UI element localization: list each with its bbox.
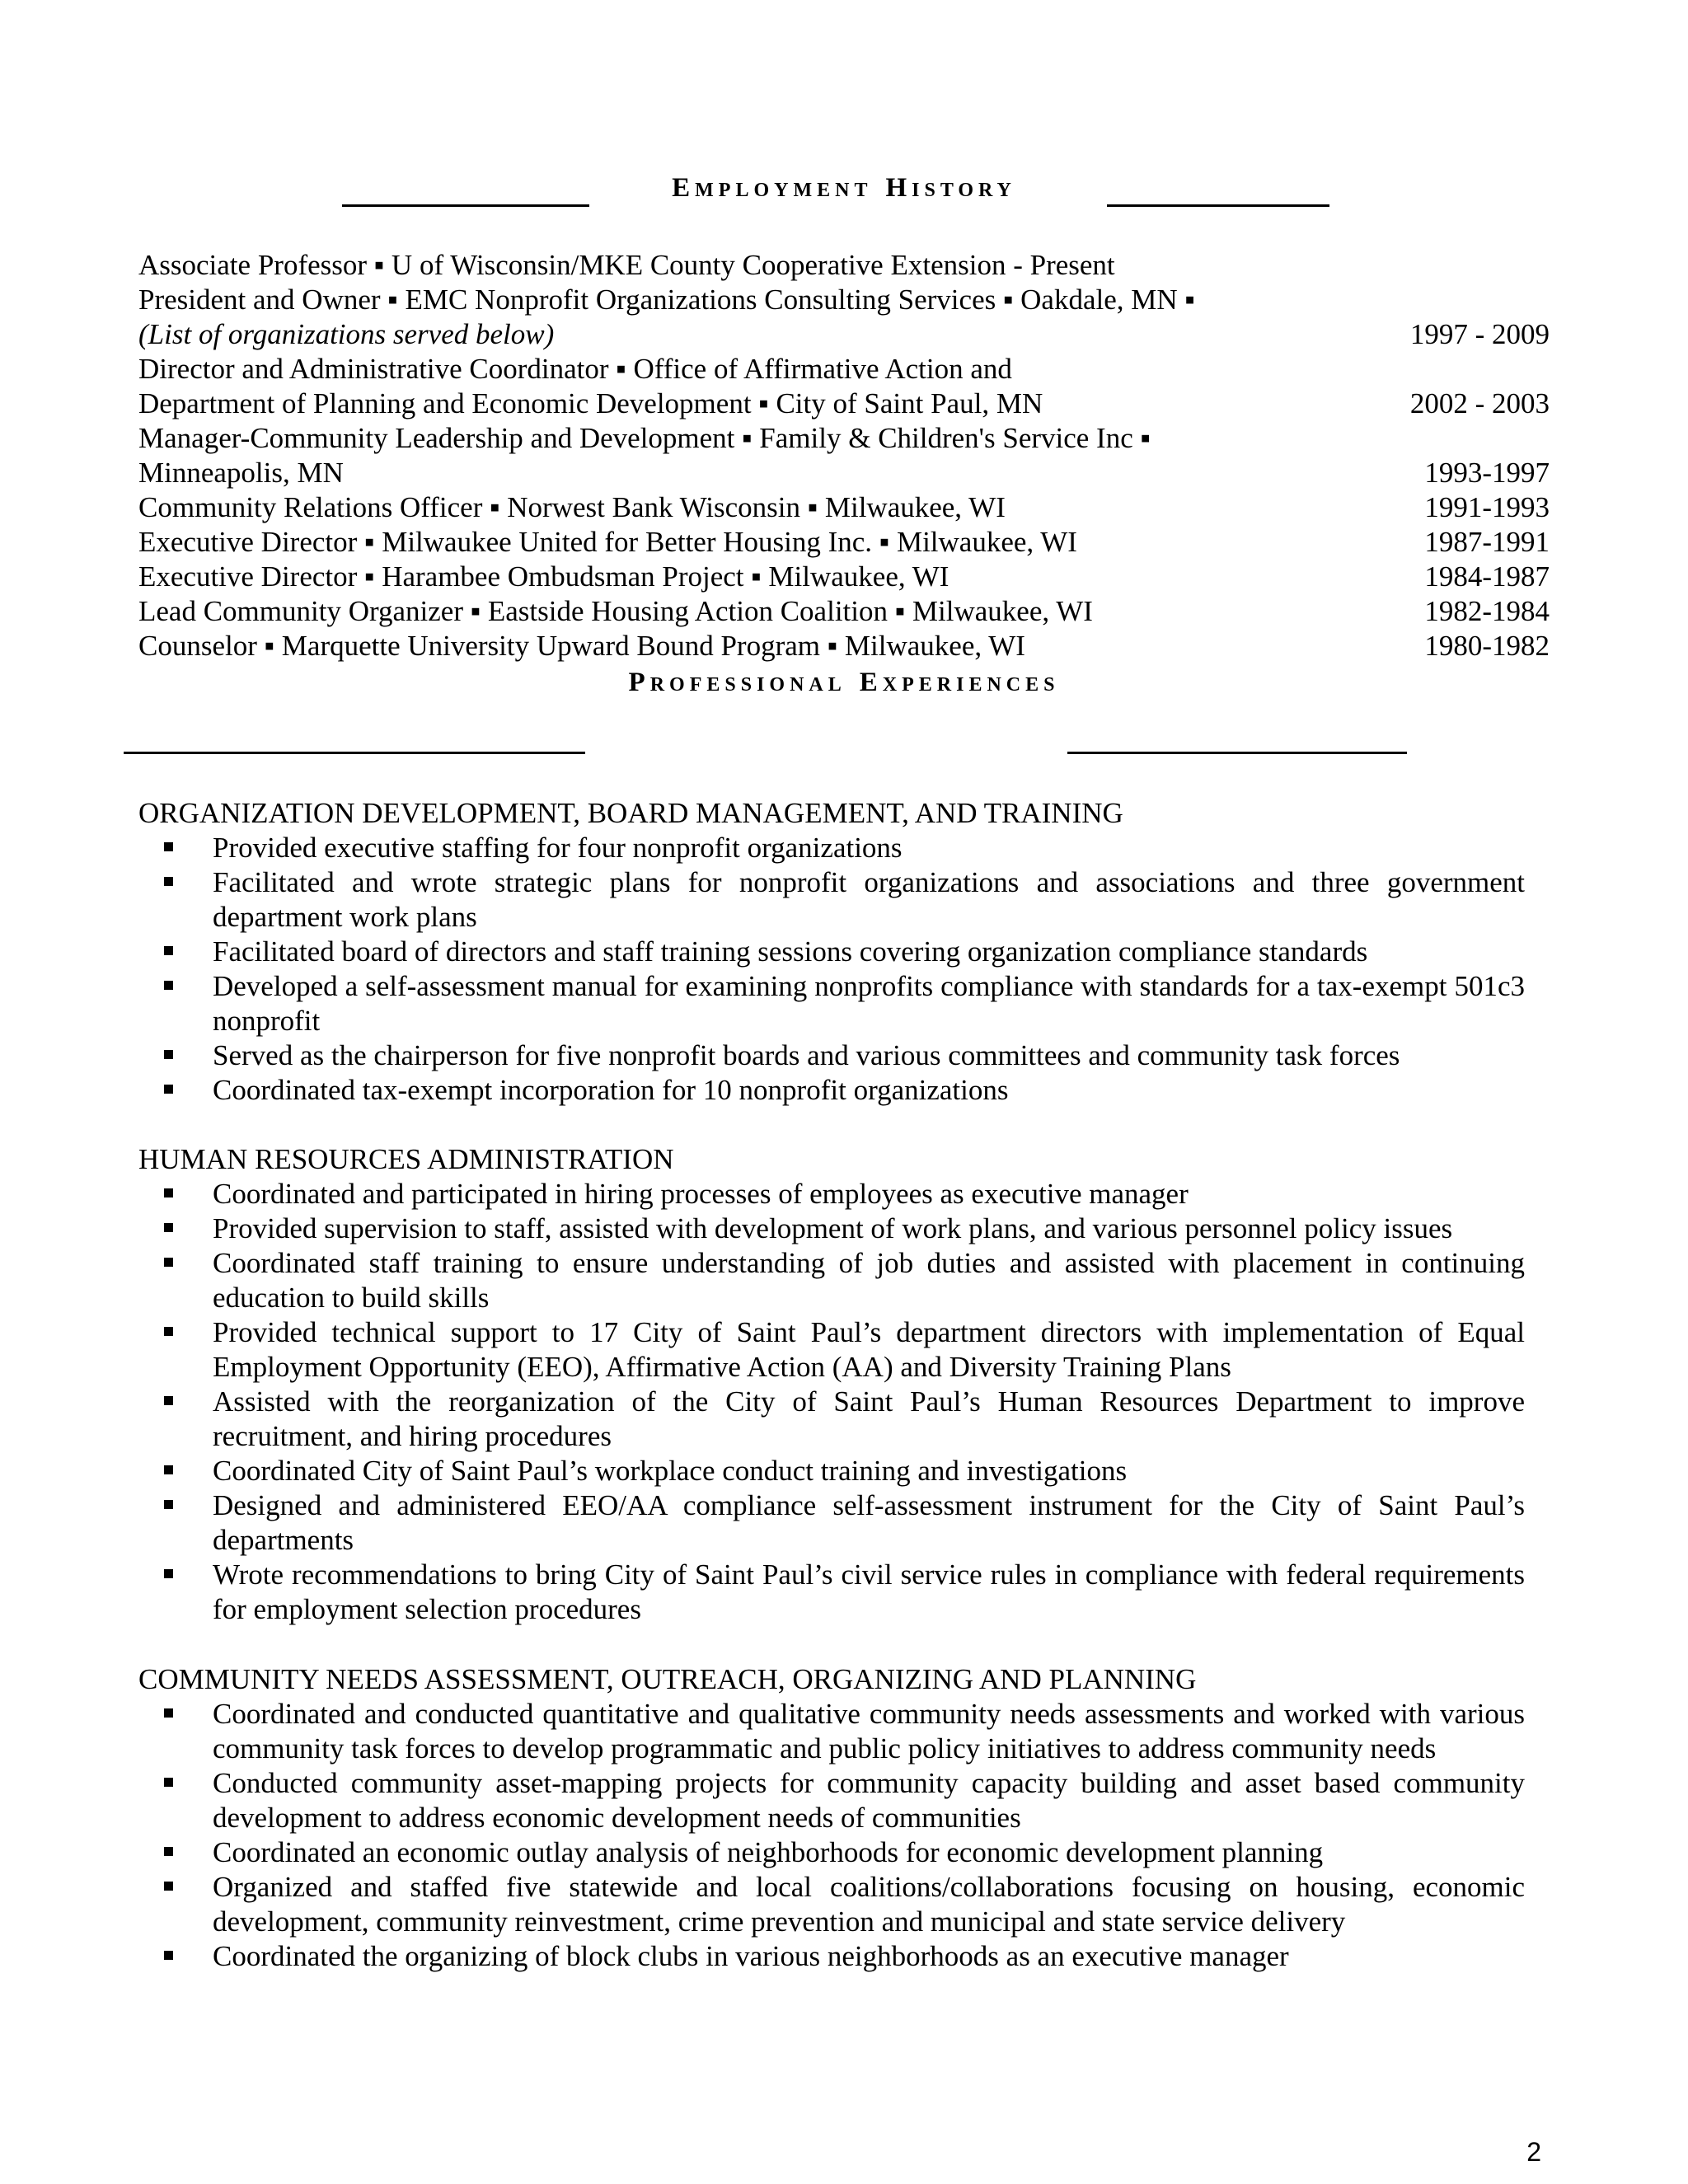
square-bullet-icon [164,1500,173,1509]
bullet-text: Coordinated tax-exempt incorporation for 10 nonprofit organizations [213,1074,1009,1106]
bullet-item [138,935,1525,969]
employment-entry-text: Lead Community Organizer ▪ Eastside Housing Action Coalition ▪ Milwaukee, WI [138,595,1093,627]
employment-entry-date: 1991-1993 [1424,491,1550,523]
bullet-text: Coordinated and conducted quantitative and qualitative community needs assessments and worked with various community task forces to develop programmatic and public policy initiatives to address community needs [213,1698,1525,1765]
employment-entry [138,525,1550,560]
employment-list [138,248,1550,663]
square-bullet-icon [164,1258,173,1267]
employment-entry-date: 1993-1997 [1424,457,1550,489]
section-heading-org-development: ORGANIZATION DEVELOPMENT, BOARD MANAGEMENT, AND TRAINING [138,797,1123,829]
bullet-text: Coordinated and participated in hiring processes of employees as executive manager [213,1178,1189,1210]
square-bullet-icon [164,1396,173,1405]
employment-entry-date: 1984-1987 [1424,560,1550,593]
professional-experiences-header [0,668,1688,725]
bullet-item [138,1488,1525,1558]
bullet-item [138,1558,1525,1627]
bullet-item [138,1870,1525,1939]
square-bullet-icon [164,1465,173,1474]
bullet-text: Served as the chairperson for five nonprofit boards and various committees and community task forces [213,1039,1400,1071]
employment-entry-text: President and Owner ▪ EMC Nonprofit Organizations Consulting Services ▪ Oakdale, MN ▪ [138,284,1195,316]
bullet-item [138,1073,1525,1108]
square-bullet-icon [164,1882,173,1891]
professional-experiences-title: PROFESSIONAL EXPERIENCES [628,668,1060,697]
employment-entry [138,490,1550,525]
bullet-text: Developed a self-assessment manual for examining nonprofits compliance with standards for a tax-exempt 501c3 nonprofit [213,970,1525,1037]
bullet-text: Provided technical support to 17 City of Saint Paul’s department directors with implementation of Equal Employment Opportunity (EEO), Affirmative Action (AA) and Diversity Training Plans [213,1316,1525,1383]
section-heading-community-needs: COMMUNITY NEEDS ASSESSMENT, OUTREACH, ORGANIZING AND PLANNING [138,1663,1197,1695]
bullet-text: Organized and staffed five statewide and local coalitions/collaborations focusing on housing, economic development, community reinvestment, crime prevention and municipal and state service delivery [213,1871,1525,1938]
square-bullet-icon [164,1188,173,1197]
square-bullet-icon [164,877,173,886]
bullet-item [138,1177,1525,1212]
bullet-text: Coordinated the organizing of block clubs in various neighborhoods as an executive manager [213,1940,1289,1972]
bullet-item [138,1212,1525,1246]
employment-entry-text: Counselor ▪ Marquette University Upward Bound Program ▪ Milwaukee, WI [138,630,1025,662]
bullet-item [138,1385,1525,1454]
square-bullet-icon [164,946,173,955]
employment-entry [138,387,1550,421]
employment-entry [138,283,1550,317]
bullet-text: Facilitated and wrote strategic plans for nonprofit organizations and associations and three government department work plans [213,866,1525,933]
square-bullet-icon [164,1085,173,1094]
employment-entry [138,421,1550,456]
bullet-text: Facilitated board of directors and staff training sessions covering organization compliance standards [213,935,1368,968]
square-bullet-icon [164,1847,173,1856]
community-needs-bullets [138,1697,1525,1974]
bullet-item [138,1766,1525,1835]
employment-entry-text: Manager-Community Leadership and Development ▪ Family & Children's Service Inc ▪ [138,422,1151,454]
employment-entry-text: (List of organizations served below) [138,318,555,350]
header-rule-left [342,204,589,207]
square-bullet-icon [164,1223,173,1232]
employment-entry [138,560,1550,594]
bullet-text: Assisted with the reorganization of the City of Saint Paul’s Human Resources Department to improve recruitment, and hiring procedures [213,1385,1525,1452]
bullet-item [138,1038,1525,1073]
bullet-item [138,1939,1525,1974]
bullet-item [138,1835,1525,1870]
employment-entry-date: 1987-1991 [1424,526,1550,558]
page-number: 2 [1526,2137,1541,2167]
bullet-item [138,1315,1525,1385]
header-rule-right [1107,204,1329,207]
square-bullet-icon [164,981,173,990]
header-rule-right [1067,752,1407,754]
bullet-text: Provided executive staffing for four nonprofit organizations [213,832,903,864]
employment-entry [138,248,1550,283]
section-heading-hr-administration: HUMAN RESOURCES ADMINISTRATION [138,1143,674,1175]
square-bullet-icon [164,1327,173,1336]
square-bullet-icon [164,842,173,851]
employment-entry [138,629,1550,663]
bullet-text: Designed and administered EEO/AA compliance self-assessment instrument for the City of Saint Paul’s departments [213,1489,1525,1556]
hr-administration-bullets [138,1177,1525,1627]
bullet-item [138,969,1525,1038]
square-bullet-icon [164,1050,173,1059]
employment-entry-text: Community Relations Officer ▪ Norwest Bank Wisconsin ▪ Milwaukee, WI [138,491,1006,523]
employment-entry-date: 1997 - 2009 [1409,318,1550,350]
employment-entry-text: Executive Director ▪ Milwaukee United for Better Housing Inc. ▪ Milwaukee, WI [138,526,1077,558]
employment-entry [138,317,1550,352]
employment-entry-text: Associate Professor ▪ U of Wisconsin/MKE County Cooperative Extension - Present [138,249,1115,281]
employment-entry [138,594,1550,629]
square-bullet-icon [164,1569,173,1578]
bullet-text: Coordinated an economic outlay analysis of neighborhoods for economic development planning [213,1836,1324,1868]
employment-entry-text: Department of Planning and Economic Development ▪ City of Saint Paul, MN [138,387,1043,419]
bullet-text: Conducted community asset-mapping projects for community capacity building and asset based community development to address economic development needs of communities [213,1767,1525,1834]
org-development-bullets [138,831,1525,1108]
employment-entry [138,352,1550,387]
bullet-item [138,831,1525,865]
employment-entry-text: Minneapolis, MN [138,457,344,489]
square-bullet-icon [164,1951,173,1960]
square-bullet-icon [164,1708,173,1718]
employment-entry [138,456,1550,490]
employment-entry-date: 2002 - 2003 [1409,387,1550,419]
employment-entry-date: 1980-1982 [1424,630,1550,662]
bullet-text: Coordinated City of Saint Paul’s workplace conduct training and investigations [213,1455,1128,1487]
employment-entry-text: Executive Director ▪ Harambee Ombudsman Project ▪ Milwaukee, WI [138,560,950,593]
employment-history-title: EMPLOYMENT HISTORY [672,173,1016,203]
header-rule-left [124,752,585,754]
bullet-item [138,1454,1525,1488]
bullet-item [138,1697,1525,1766]
employment-history-header [0,173,1688,231]
bullet-item [138,865,1525,935]
bullet-text: Wrote recommendations to bring City of Saint Paul’s civil service rules in compliance with federal requirements for employment selection procedures [213,1558,1525,1625]
square-bullet-icon [164,1778,173,1787]
employment-entry-date: 1982-1984 [1424,595,1550,627]
bullet-text: Coordinated staff training to ensure understanding of job duties and assisted with placement in continuing education to build skills [213,1247,1525,1314]
bullet-text: Provided supervision to staff, assisted with development of work plans, and various personnel policy issues [213,1212,1453,1244]
employment-entry-text: Director and Administrative Coordinator ▪ Office of Affirmative Action and [138,353,1012,385]
bullet-item [138,1246,1525,1315]
